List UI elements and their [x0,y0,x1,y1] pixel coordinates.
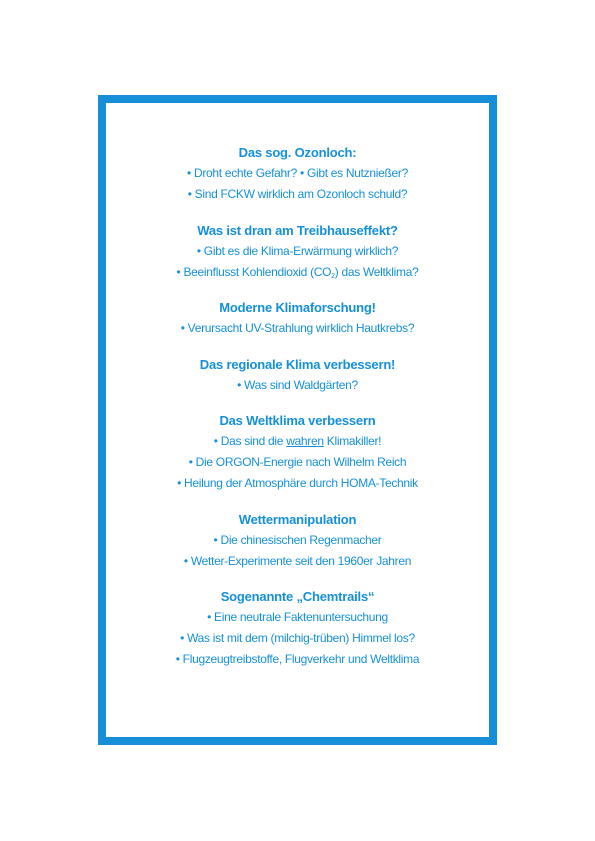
section-treibhauseffekt [106,220,489,283]
list-item: • Wetter-Experimente seit den 1960er Jahren [183,553,412,568]
list-item: • Gibt es die Klima-Erwärmung wirklich? [196,243,399,258]
section-heading: Das Weltklima verbessern [219,413,376,428]
list-item: • Sind FCKW wirklich am Ozonloch schuld? [187,187,408,201]
list-item [106,431,489,452]
list-item-text: • Das sind die [213,434,287,448]
section-heading: Sogenannte „Chemtrails“ [220,589,375,604]
list-item: • Was ist mit dem (milchig-trüben) Himmel los? [180,631,415,645]
list-item: • Heilung der Atmosphäre durch HOMA-Technik [177,476,418,490]
list-item-text: Klimakiller! [323,434,382,448]
section-heading: Wettermanipulation [238,511,357,527]
blue-border-frame [98,95,497,745]
list-item [106,262,489,283]
list-item: • Die chinesischen Regenmacher [213,532,382,547]
list-item-text: • Beeinflusst Kohlendioxid (CO [176,264,332,279]
section-heading: Das sog. Ozonloch: [238,145,357,160]
underlined-text: wahren [286,434,324,448]
subscript-text: 2 [331,272,335,280]
list-item: • Was sind Waldgärten? [237,377,358,392]
section-weltklima [106,410,489,494]
section-heading: Das regionale Klima verbessern! [199,356,396,372]
section-chemtrails [106,586,489,670]
list-item: • Eine neutrale Faktenuntersuchung [207,610,388,624]
section-klimaforschung [106,297,489,339]
section-regionales-klima [106,354,489,396]
topic-list [106,142,489,685]
section-ozonloch [106,142,489,205]
section-wettermanipulation [106,509,489,572]
list-item: • Verursacht UV-Strahlung wirklich Hautkrebs? [180,321,415,335]
list-item-text: ) das Weltklima? [334,264,419,279]
list-item: • Die ORGON-Energie nach Wilhelm Reich [188,455,407,469]
section-heading: Moderne Klimaforschung! [219,300,376,315]
list-item: • Flugzeugtreibstoffe, Flugverkehr und Weltklima [175,652,420,666]
section-heading: Was ist dran am Treibhauseffekt? [197,222,398,238]
list-item: • Droht echte Gefahr? • Gibt es Nutznießer? [187,166,408,180]
